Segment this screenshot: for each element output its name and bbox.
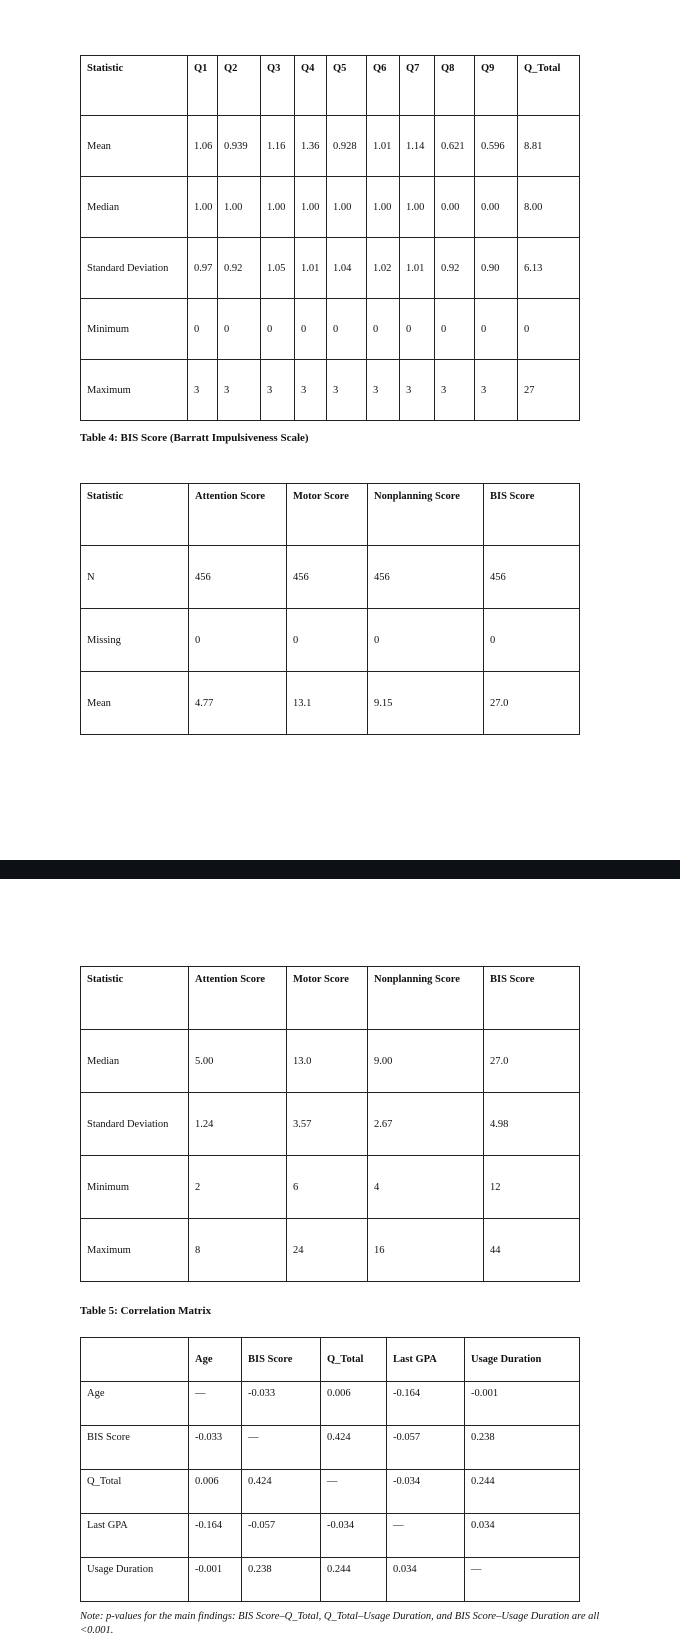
table3-row-label: Maximum	[81, 360, 188, 421]
table4b-cell: 24	[287, 1219, 368, 1282]
table4a-row-label: Mean	[81, 672, 189, 735]
table4a-cell: 9.15	[368, 672, 484, 735]
table5-cell: 0.238	[465, 1426, 580, 1470]
table5-header-row	[81, 1338, 580, 1382]
table4b-row-label: Maximum	[81, 1219, 189, 1282]
table5-cell: —	[465, 1558, 580, 1602]
table4-caption: Table 4: BIS Score (Barratt Impulsiveness Scale)	[80, 432, 309, 444]
table4a-cell: 27.0	[484, 672, 580, 735]
table3-cell: 3	[367, 360, 400, 421]
table5-row	[81, 1382, 580, 1426]
table3-cell: 1.01	[367, 116, 400, 177]
table4b-cell: 9.00	[368, 1030, 484, 1093]
table3-cell: 0.939	[218, 116, 261, 177]
table5-cell: -0.001	[189, 1558, 242, 1602]
table4a-cell: 0	[287, 609, 368, 672]
table3-cell: 0	[218, 299, 261, 360]
table5-row-label: Age	[81, 1382, 189, 1426]
table4b-cell: 5.00	[189, 1030, 287, 1093]
table5-cell: 0.244	[465, 1470, 580, 1514]
table3-header-cell: Q4	[295, 56, 327, 116]
table3-cell: 1.00	[218, 177, 261, 238]
table3-cell: 0.97	[188, 238, 218, 299]
table4b-header-cell: Attention Score	[189, 967, 287, 1030]
table4a-header-cell: Statistic	[81, 484, 189, 546]
table4a-cell: 0	[484, 609, 580, 672]
table4b-cell: 4	[368, 1156, 484, 1219]
table3-cell: 3	[295, 360, 327, 421]
table4a-row-label: N	[81, 546, 189, 609]
table3-cell: 1.00	[261, 177, 295, 238]
table5-row	[81, 1558, 580, 1602]
table3-header-cell: Statistic	[81, 56, 188, 116]
table5-cell: -0.033	[189, 1426, 242, 1470]
table5-cell: —	[387, 1514, 465, 1558]
table3-row	[81, 238, 580, 299]
table5-row-label: BIS Score	[81, 1426, 189, 1470]
table4a-row	[81, 672, 580, 735]
table5-caption: Table 5: Correlation Matrix	[80, 1305, 212, 1317]
table5-cell: —	[242, 1426, 321, 1470]
table3-cell: 0.621	[435, 116, 475, 177]
table5-cell: 0.006	[189, 1470, 242, 1514]
table4b-row-label: Median	[81, 1030, 189, 1093]
table3-cell: 1.00	[367, 177, 400, 238]
table3-header-cell: Q2	[218, 56, 261, 116]
table4a-header-cell: Motor Score	[287, 484, 368, 546]
table3-header-cell: Q7	[400, 56, 435, 116]
table-bis-score-part1	[80, 483, 580, 735]
table5-cell: 0.424	[321, 1426, 387, 1470]
table4b-row-label: Standard Deviation	[81, 1093, 189, 1156]
table4b-row	[81, 1030, 580, 1093]
table3-cell: 1.02	[367, 238, 400, 299]
table4a-row-label: Missing	[81, 609, 189, 672]
table3-cell: 1.01	[400, 238, 435, 299]
table5-cell: 0.244	[321, 1558, 387, 1602]
page-separator-bar	[0, 860, 680, 879]
table4b-header-cell: Statistic	[81, 967, 189, 1030]
table4a-cell: 456	[189, 546, 287, 609]
table4b-header-cell: Motor Score	[287, 967, 368, 1030]
table5-row	[81, 1514, 580, 1558]
table3-cell: 3	[261, 360, 295, 421]
table4b-cell: 13.0	[287, 1030, 368, 1093]
table5-cell: -0.034	[321, 1514, 387, 1558]
table3-cell: 0	[188, 299, 218, 360]
table3-cell: 1.05	[261, 238, 295, 299]
table4a-header-cell: BIS Score	[484, 484, 580, 546]
table3-row	[81, 177, 580, 238]
table3-row-label: Median	[81, 177, 188, 238]
table4b-cell: 2.67	[368, 1093, 484, 1156]
table3-header-cell: Q9	[475, 56, 518, 116]
table3-cell: 0.928	[327, 116, 367, 177]
table3-cell: 0	[435, 299, 475, 360]
table5-row-label: Q_Total	[81, 1470, 189, 1514]
table5-cell: -0.034	[387, 1470, 465, 1514]
table5-header-cell: Last GPA	[387, 1338, 465, 1382]
table3-row	[81, 360, 580, 421]
table4b-cell: 6	[287, 1156, 368, 1219]
table3-row	[81, 116, 580, 177]
table5-row-label: Usage Duration	[81, 1558, 189, 1602]
table5-row	[81, 1426, 580, 1470]
table3-cell: 1.14	[400, 116, 435, 177]
table-q-statistics	[80, 55, 580, 421]
table4b-cell: 8	[189, 1219, 287, 1282]
table3-header-cell: Q8	[435, 56, 475, 116]
table4b-cell: 27.0	[484, 1030, 580, 1093]
table3-cell: 0.00	[475, 177, 518, 238]
table5-cell: —	[189, 1382, 242, 1426]
table4a-header-cell: Nonplanning Score	[368, 484, 484, 546]
table-correlation-matrix	[80, 1337, 580, 1602]
table4b-row-label: Minimum	[81, 1156, 189, 1219]
table4a-header-row	[81, 484, 580, 546]
table3-cell: 1.00	[188, 177, 218, 238]
table4b-row	[81, 1156, 580, 1219]
table4b-row	[81, 1219, 580, 1282]
table3-cell: 0	[367, 299, 400, 360]
table3-cell: 1.04	[327, 238, 367, 299]
table3-cell: 0	[327, 299, 367, 360]
table5-cell: -0.001	[465, 1382, 580, 1426]
table3-cell: 1.00	[400, 177, 435, 238]
table4b-cell: 1.24	[189, 1093, 287, 1156]
table3-header-cell: Q1	[188, 56, 218, 116]
table4b-header-cell: Nonplanning Score	[368, 967, 484, 1030]
table3-cell: 1.00	[327, 177, 367, 238]
table3-cell: 3	[435, 360, 475, 421]
table5-cell: -0.057	[387, 1426, 465, 1470]
table4a-cell: 456	[484, 546, 580, 609]
table3-header-cell: Q6	[367, 56, 400, 116]
table3-cell: 0.92	[435, 238, 475, 299]
table4a-cell: 4.77	[189, 672, 287, 735]
table4a-cell: 0	[189, 609, 287, 672]
table4b-cell: 12	[484, 1156, 580, 1219]
table5-cell: 0.238	[242, 1558, 321, 1602]
table4a-row	[81, 609, 580, 672]
table5-cell: -0.033	[242, 1382, 321, 1426]
table4b-cell: 3.57	[287, 1093, 368, 1156]
table3-cell: 0.596	[475, 116, 518, 177]
table3-cell: 0.90	[475, 238, 518, 299]
table5-cell: 0.034	[387, 1558, 465, 1602]
table4b-row	[81, 1093, 580, 1156]
table3-row	[81, 299, 580, 360]
table4b-cell: 4.98	[484, 1093, 580, 1156]
table5-header-cell: BIS Score	[242, 1338, 321, 1382]
table4a-cell: 0	[368, 609, 484, 672]
table3-cell: 1.06	[188, 116, 218, 177]
table5-row	[81, 1470, 580, 1514]
table4a-cell: 456	[287, 546, 368, 609]
table3-cell: 6.13	[518, 238, 580, 299]
table5-header-cell	[81, 1338, 189, 1382]
table3-cell: 3	[218, 360, 261, 421]
table3-cell: 3	[475, 360, 518, 421]
table3-cell: 1.00	[295, 177, 327, 238]
table4b-cell: 44	[484, 1219, 580, 1282]
table3-cell: 1.01	[295, 238, 327, 299]
table4a-row	[81, 546, 580, 609]
table5-row-label: Last GPA	[81, 1514, 189, 1558]
table5-cell: 0.034	[465, 1514, 580, 1558]
table3-header-row	[81, 56, 580, 116]
table4a-cell: 456	[368, 546, 484, 609]
table5-cell: —	[321, 1470, 387, 1514]
table5-cell: 0.006	[321, 1382, 387, 1426]
table4b-cell: 16	[368, 1219, 484, 1282]
table5-cell: -0.164	[189, 1514, 242, 1558]
table3-header-cell: Q5	[327, 56, 367, 116]
table4b-header-cell: BIS Score	[484, 967, 580, 1030]
table3-cell: 0	[261, 299, 295, 360]
table4a-cell: 13.1	[287, 672, 368, 735]
table3-row-label: Standard Deviation	[81, 238, 188, 299]
table5-header-cell: Usage Duration	[465, 1338, 580, 1382]
table3-cell: 3	[327, 360, 367, 421]
table3-row-label: Mean	[81, 116, 188, 177]
table3-cell: 0	[295, 299, 327, 360]
table5-header-cell: Age	[189, 1338, 242, 1382]
table3-cell: 27	[518, 360, 580, 421]
table3-cell: 3	[188, 360, 218, 421]
table3-cell: 0	[475, 299, 518, 360]
table4b-header-row	[81, 967, 580, 1030]
table3-header-cell: Q3	[261, 56, 295, 116]
table5-cell: -0.164	[387, 1382, 465, 1426]
table3-cell: 0	[400, 299, 435, 360]
table5-note: Note: p-values for the main findings: BIS Score–Q_Total, Q_Total–Usage Duration, and BIS Score–Usage Duration are all <0.001.	[80, 1611, 600, 1636]
table3-cell: 0	[518, 299, 580, 360]
table3-cell: 0.00	[435, 177, 475, 238]
table4a-header-cell: Attention Score	[189, 484, 287, 546]
table3-cell: 8.81	[518, 116, 580, 177]
table3-cell: 1.16	[261, 116, 295, 177]
table5-cell: -0.057	[242, 1514, 321, 1558]
table-bis-score-part2	[80, 966, 580, 1282]
table3-cell: 1.36	[295, 116, 327, 177]
table4b-cell: 2	[189, 1156, 287, 1219]
table3-row-label: Minimum	[81, 299, 188, 360]
table3-cell: 3	[400, 360, 435, 421]
table5-header-cell: Q_Total	[321, 1338, 387, 1382]
table3-cell: 0.92	[218, 238, 261, 299]
table5-cell: 0.424	[242, 1470, 321, 1514]
table3-header-cell: Q_Total	[518, 56, 580, 116]
table3-cell: 8.00	[518, 177, 580, 238]
